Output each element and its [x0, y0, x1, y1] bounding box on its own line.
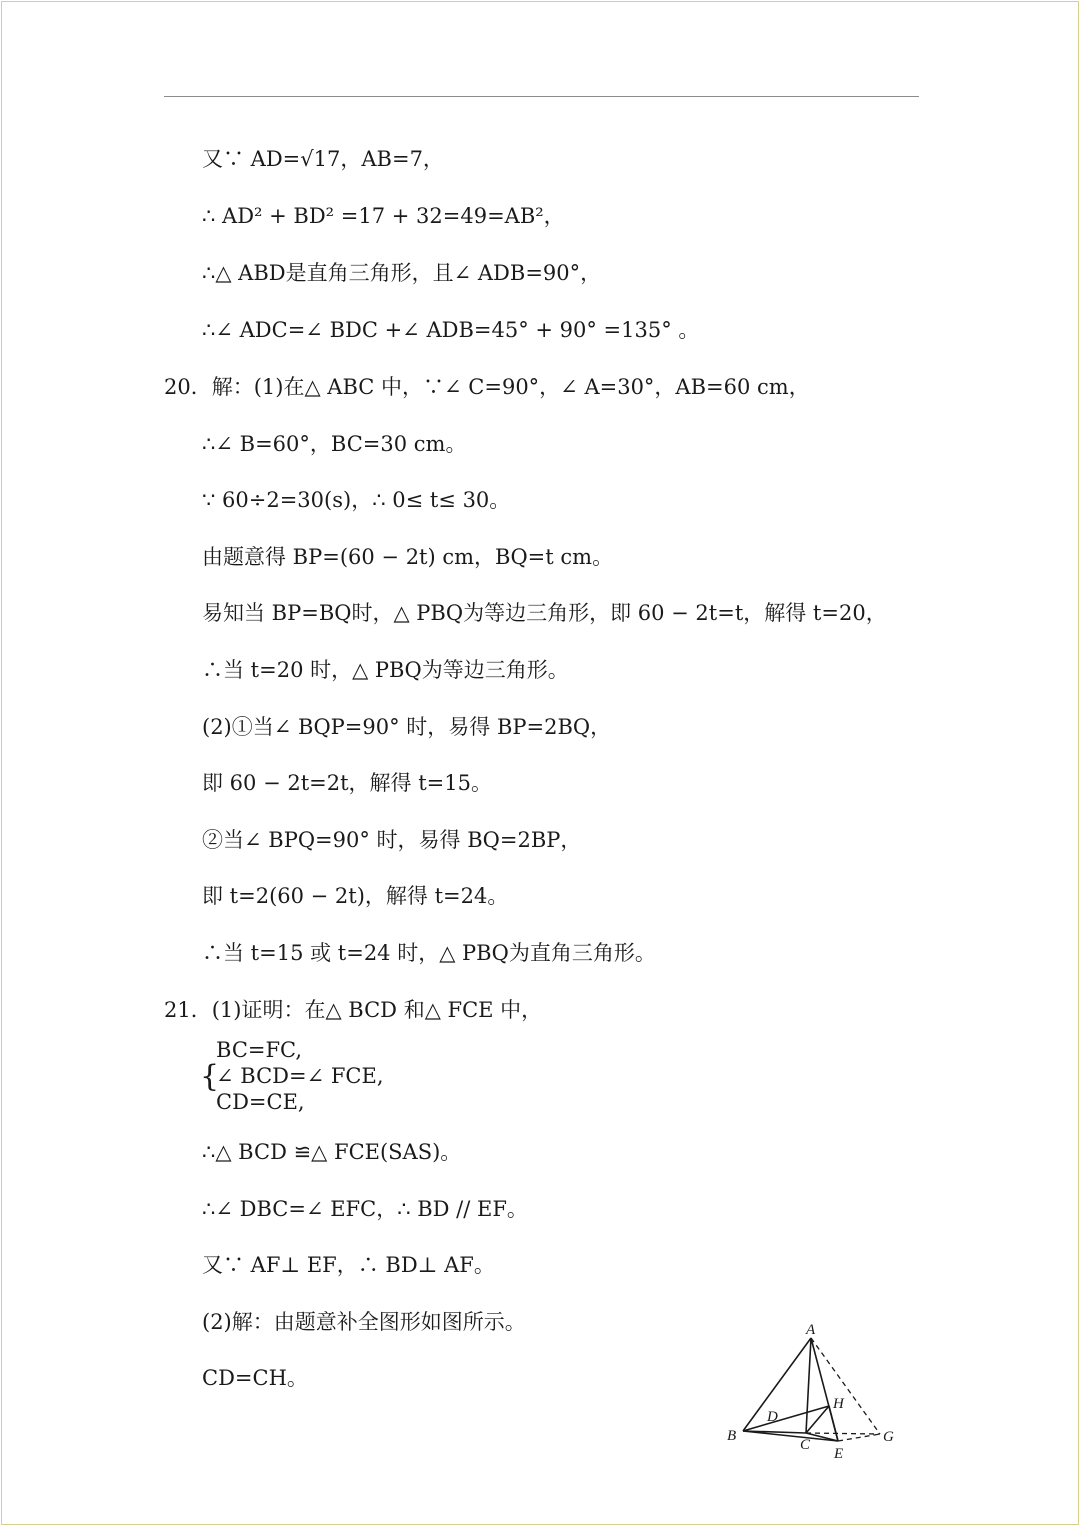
text-line: ②当∠ BPQ=90° 时，易得 BQ=2BP，: [202, 828, 582, 852]
text-line: ∴∠ ADC=∠ BDC +∠ ADB=45° + 90° =135° 。: [202, 318, 700, 342]
text-line: CD=CH。: [202, 1366, 308, 1390]
text-line: (2)解：由题意补全图形如图所示。: [202, 1310, 526, 1334]
label-h: H: [833, 1396, 844, 1412]
text-line: 又∵ AD=√17，AB=7，: [202, 147, 444, 171]
label-d: D: [767, 1409, 778, 1425]
text-line: ∴∠ DBC=∠ EFC，∴ BD // EF。: [202, 1197, 528, 1221]
system-brace: {: [200, 1059, 220, 1094]
system-line: BC=FC,: [216, 1038, 303, 1062]
text-line: ∴当 t=15 或 t=24 时，△ PBQ为直角三角形。: [202, 941, 656, 965]
text-line: 又∵ AF⊥ EF，∴ BD⊥ AF。: [202, 1253, 495, 1277]
label-a: A: [806, 1322, 816, 1338]
text-line: (2)①当∠ BQP=90° 时，易得 BP=2BQ，: [202, 715, 612, 739]
text-line: ∴∠ B=60°，BC=30 cm。: [202, 432, 467, 456]
segment-ag: [811, 1338, 880, 1434]
problem-20-heading: 20．解：(1)在△ ABC 中，∵∠ C=90°，∠ A=30°，AB=60 cm，: [164, 375, 810, 399]
text-line: 即 60 − 2t=2t，解得 t=15。: [202, 771, 492, 795]
text-line: ∴△ ABD是直角三角形，且∠ ADB=90°，: [202, 261, 602, 285]
text-line: 易知当 BP=BQ时，△ PBQ为等边三角形，即 60 − 2t=t，解得 t=20，: [202, 601, 887, 625]
text-line: ∵ 60÷2=30(s)，∴ 0≤ t≤ 30。: [202, 488, 511, 512]
text-line: 由题意得 BP=(60 − 2t) cm，BQ=t cm。: [202, 545, 614, 569]
system-line: CD=CE,: [216, 1090, 305, 1114]
text-line: 即 t=2(60 − 2t)，解得 t=24。: [202, 884, 509, 908]
label-b: B: [727, 1428, 737, 1444]
segment-cg: [806, 1433, 880, 1434]
text-line: ∴ AD² + BD² =17 + 32=49=AB²，: [202, 204, 565, 228]
segment-eg: [838, 1434, 880, 1441]
segment-ac: [806, 1338, 811, 1433]
system-line: ∠ BCD=∠ FCE,: [216, 1064, 384, 1088]
text-line: ∴当 t=20 时，△ PBQ为等边三角形。: [202, 658, 569, 682]
label-g: G: [883, 1429, 894, 1445]
label-e: E: [834, 1446, 844, 1462]
segment-bh: [743, 1406, 829, 1431]
problem-21-heading: 21．(1)证明：在△ BCD 和△ FCE 中，: [164, 998, 543, 1022]
text-line: ∴△ BCD ≌△ FCE(SAS)。: [202, 1140, 462, 1164]
label-c: C: [800, 1437, 811, 1453]
